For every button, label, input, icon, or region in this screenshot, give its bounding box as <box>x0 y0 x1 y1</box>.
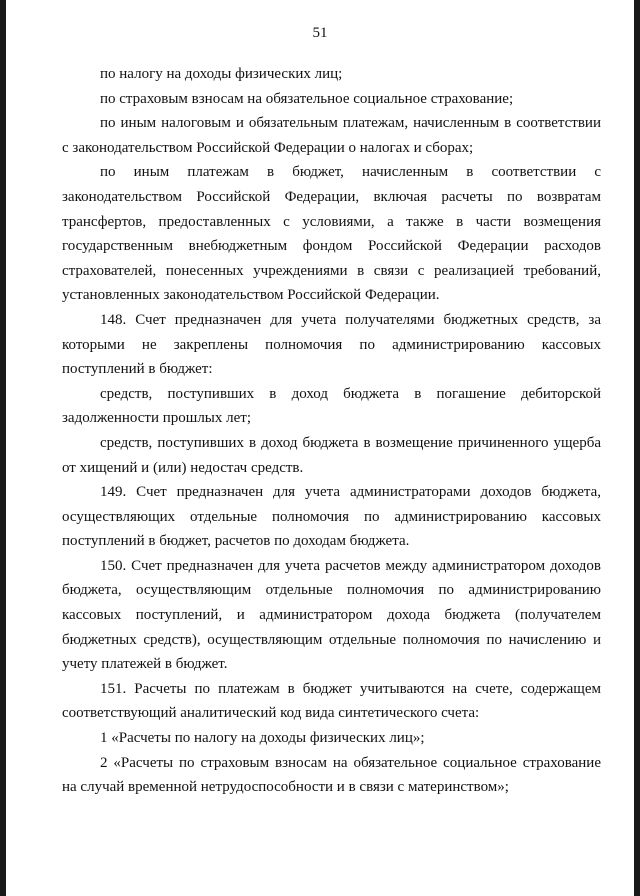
paragraph-151-code-2: 2 «Расчеты по страховым взносам на обязательное социальное страхование на случай временной нетрудоспособности и в связи с материнством»; <box>62 754 601 796</box>
paragraph-149: 149. Счет предназначен для учета администраторами доходов бюджета, осуществляющих отдельные полномочия по администрированию кассовых поступлений в бюджет, расчетов по доходам бюджета. <box>62 484 601 550</box>
paragraph-151: 151. Расчеты по платежам в бюджет учитываются на счете, содержащем соответствующий аналитический код вида синтетического счета: <box>62 680 601 722</box>
paragraph-148: 148. Счет предназначен для учета получателями бюджетных средств, за которыми не закреплены полномочия по администрированию кассовых поступлений в бюджет: <box>62 311 601 378</box>
paragraph-ndfl: по налогу на доходы физических лиц; <box>100 66 343 82</box>
paragraph-other-tax-payments: по иным налоговым и обязательным платежам, начисленным в соответствии с законодательством Российской Федерации о налогах и сборах; <box>62 115 601 156</box>
page-number: 51 <box>312 25 328 41</box>
paragraph-other-budget-payments: по иным платежам в бюджет, начисленным в соответствии с законодательством Российской Федерации, включая расчеты по возвратам трансфертов, предоставленных с условиями, а также в части возмещения государственным внебюджетным фондом Российской Федерации расходов страхователей, понесенных учреждениями в связи с реализацией требований, установленных законодательством Российской Федерации. <box>62 164 601 304</box>
paragraph-150: 150. Счет предназначен для учета расчетов между администратором доходов бюджета, осуществляющим отдельные полномочия по администрированию кассовых поступлений, и администратором дохода бюджета (получателем бюджетных средств), осуществляющим отдельные полномочия по начислению и учету платежей в бюджет. <box>62 557 601 673</box>
paragraph-148-damages: средств, поступивших в доход бюджета в возмещение причиненного ущерба от хищений и (или) недостач средств. <box>62 434 601 476</box>
document-body <box>62 62 601 800</box>
paragraph-151-code-1: 1 «Расчеты по налогу на доходы физических лиц»; <box>100 730 425 747</box>
paragraph-insurance-contributions: по страховым взносам на обязательное социальное страхование; <box>100 90 514 107</box>
paragraph-148-receivables: средств, поступивших в доход бюджета в погашение дебиторской задолженности прошлых лет; <box>62 385 601 427</box>
